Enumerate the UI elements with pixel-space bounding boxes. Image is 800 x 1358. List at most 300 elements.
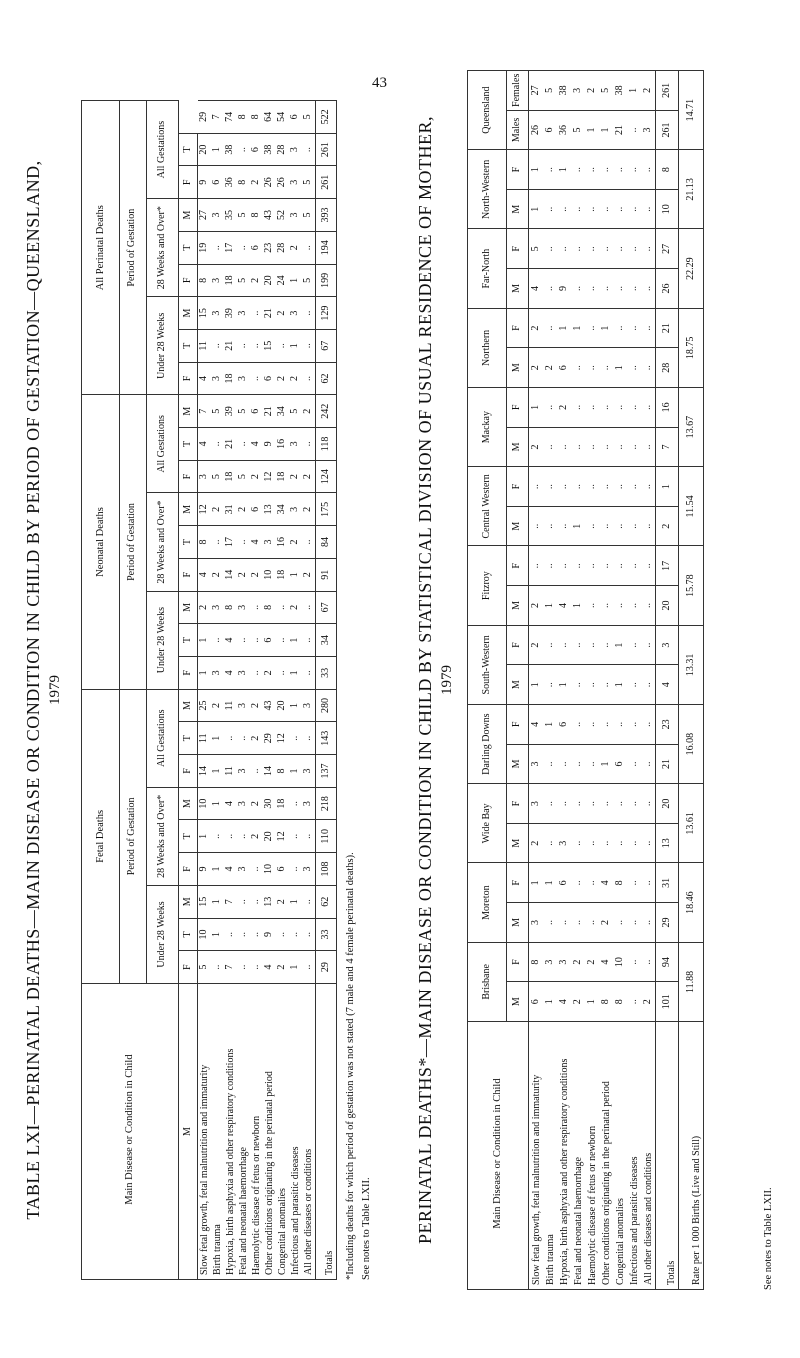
cell-value: ..: [571, 903, 585, 943]
cell-value: 1: [627, 71, 641, 111]
cell-value: 1: [289, 264, 302, 297]
cell-value: ..: [224, 722, 237, 755]
cell-value: ..: [627, 982, 641, 1022]
sex-heading: F: [506, 705, 528, 745]
cell-value: 36: [557, 110, 571, 150]
cell-value: 3: [237, 689, 250, 722]
condition-label: Fetal and neonatal haemorrhage: [237, 984, 250, 1280]
cell-value: 15: [198, 297, 212, 330]
cell-value: 15: [198, 885, 212, 918]
cell-value: 1: [599, 110, 613, 150]
cell-value: 18: [224, 264, 237, 297]
cell-value: 9: [198, 166, 212, 199]
cell-value: 28: [276, 231, 289, 264]
division-heading: South-Western: [468, 625, 507, 704]
cell-value: ..: [627, 625, 641, 665]
condition-label: Infectious and parasitic diseases: [289, 984, 302, 1280]
total-value: 33: [316, 656, 337, 689]
cell-value: 1: [613, 665, 627, 705]
total-value: 8: [656, 150, 679, 190]
cell-value: ..: [276, 656, 289, 689]
cell-value: 1: [198, 624, 212, 657]
table-row: [571, 71, 585, 1290]
cell-value: 1: [211, 722, 224, 755]
cell-value: 3: [529, 744, 544, 784]
cell-value: 2: [237, 493, 250, 526]
cell-value: 1: [289, 656, 302, 689]
total-value: 21: [656, 744, 679, 784]
cell-value: ..: [237, 329, 250, 362]
cell-value: 10: [198, 918, 212, 951]
cell-value: 18: [276, 460, 289, 493]
cell-value: ..: [641, 546, 656, 586]
cell-value: ..: [276, 918, 289, 951]
table-row: [250, 101, 263, 1280]
division-heading: Far-North: [468, 229, 507, 308]
cell-value: ..: [641, 942, 656, 982]
sex-heading: F: [179, 166, 198, 199]
cell-value: ..: [250, 591, 263, 624]
rate-value: 22.29: [679, 229, 704, 308]
cell-value: 12: [276, 820, 289, 853]
table-row: [237, 101, 250, 1280]
cell-value: ..: [627, 823, 641, 863]
table-row: [557, 71, 571, 1290]
cell-value: 38: [557, 71, 571, 111]
rate-value: 11.88: [679, 942, 704, 1021]
cell-value: 20: [263, 820, 276, 853]
cell-value: 2: [557, 388, 571, 428]
condition-label: Hypoxia, birth asphyxia and other respiratory conditions: [224, 984, 237, 1280]
cell-value: ..: [289, 820, 302, 853]
rate-value: 15.78: [679, 546, 704, 625]
cell-value: 3: [289, 297, 302, 330]
cell-value: 2: [289, 231, 302, 264]
sex-heading: M: [179, 493, 198, 526]
sex-heading: F: [179, 362, 198, 395]
cell-value: ..: [627, 863, 641, 903]
cell-value: ..: [302, 362, 316, 395]
cell-value: 4: [557, 982, 571, 1022]
total-value: 94: [656, 942, 679, 982]
cell-value: ..: [543, 269, 557, 309]
cell-value: 4: [557, 586, 571, 626]
total-value: 29: [656, 903, 679, 943]
cell-value: ..: [585, 189, 599, 229]
cell-value: ..: [641, 229, 656, 269]
cell-value: 21: [224, 329, 237, 362]
cell-value: 34: [276, 395, 289, 428]
cell-value: ..: [250, 624, 263, 657]
totals-row: [316, 101, 337, 1280]
cell-value: 1: [211, 755, 224, 788]
rate-value: 13.61: [679, 784, 704, 863]
cell-value: 2: [529, 823, 544, 863]
cell-value: 2: [250, 166, 263, 199]
cell-value: 4: [198, 362, 212, 395]
cell-value: 43: [263, 199, 276, 232]
condition-label: Slow fetal growth, fetal malnutrition and immaturity: [529, 1022, 544, 1290]
table-row: [641, 71, 656, 1290]
rate-value: 13.31: [679, 625, 704, 704]
condition-label: Other conditions originating in the perinatal period: [599, 1022, 613, 1290]
cell-value: ..: [224, 820, 237, 853]
condition-label: Slow fetal growth, fetal malnutrition and immaturity: [198, 984, 212, 1280]
table-lxii-panel: [405, 60, 783, 1300]
condition-label: Congenital anomalies: [276, 984, 289, 1280]
cell-value: 18: [276, 558, 289, 591]
cell-value: 3: [211, 297, 224, 330]
total-value: 29: [316, 951, 337, 984]
cell-value: ..: [641, 348, 656, 388]
cell-value: 1: [557, 150, 571, 190]
cell-value: 64: [263, 101, 276, 134]
cell-value: ..: [641, 189, 656, 229]
total-value: 4: [656, 665, 679, 705]
rate-value: 21.13: [679, 150, 704, 229]
cell-value: 21: [224, 428, 237, 461]
totals-label: Totals: [316, 984, 337, 1280]
cell-value: ..: [613, 269, 627, 309]
sex-heading: F: [506, 942, 528, 982]
cell-value: 1: [211, 853, 224, 886]
sex-heading: M: [179, 885, 198, 918]
total-value: 522: [316, 101, 337, 134]
condition-label: Hypoxia, birth asphyxia and other respiratory conditions: [557, 1022, 571, 1290]
cell-value: 6: [543, 110, 557, 150]
table-lxi-panel: [15, 90, 375, 1290]
cell-value: ..: [237, 820, 250, 853]
table-row: [529, 71, 544, 1290]
cell-value: ..: [627, 705, 641, 745]
cell-value: ..: [613, 150, 627, 190]
cell-value: ..: [571, 427, 585, 467]
sex-heading: T: [179, 428, 198, 461]
sex-heading: F: [506, 625, 528, 665]
cell-value: 2: [263, 656, 276, 689]
cell-value: 3: [641, 110, 656, 150]
cell-value: ..: [599, 348, 613, 388]
table-lxi-footnote: *Including deaths for which period of gestation was not stated (7 male and 4 female perinatal deaths).: [345, 852, 356, 1280]
cell-value: 43: [263, 689, 276, 722]
sex-heading: M: [179, 787, 198, 820]
cell-value: ..: [641, 150, 656, 190]
cell-value: ..: [641, 665, 656, 705]
total-value: 1: [656, 467, 679, 507]
cell-value: 1: [613, 348, 627, 388]
sex-heading: M: [506, 427, 528, 467]
cell-value: ..: [557, 784, 571, 824]
cell-value: 6: [263, 362, 276, 395]
cell-value: ..: [250, 297, 263, 330]
table-row: [627, 71, 641, 1290]
cell-value: ..: [627, 467, 641, 507]
condition-label: Fetal and neonatal haemorrhage: [571, 1022, 585, 1290]
cell-value: ..: [237, 133, 250, 166]
cell-value: ..: [641, 467, 656, 507]
cell-value: ..: [211, 951, 224, 984]
condition-label: Haemolytic disease of fetus or newborn: [250, 984, 263, 1280]
total-value: 2: [656, 506, 679, 546]
table-row: [198, 101, 212, 1280]
cell-value: 29: [263, 722, 276, 755]
table-lxii-title: PERINATAL DEATHS*—MAIN DISEASE OR CONDITION IN CHILD BY STATISTICAL DIVISION OF USUAL RESIDENCE OF MOTHER,: [415, 116, 435, 1244]
group-all-perinatal: All Perinatal Deaths: [82, 101, 120, 395]
cell-value: 3: [237, 297, 250, 330]
cell-value: 27: [198, 199, 212, 232]
sex-heading: F: [179, 951, 198, 984]
cell-value: 8: [529, 942, 544, 982]
cell-value: ..: [557, 229, 571, 269]
table-lxii-year: 1979: [439, 665, 455, 695]
cell-value: 19: [198, 231, 212, 264]
cell-value: 7: [198, 395, 212, 428]
cell-value: ..: [543, 665, 557, 705]
cell-value: ..: [289, 918, 302, 951]
cell-value: 2: [289, 526, 302, 559]
cell-value: ..: [543, 229, 557, 269]
division-heading: Moreton: [468, 863, 507, 942]
cell-value: 3: [237, 656, 250, 689]
total-value: 218: [316, 787, 337, 820]
sex-heading: M: [506, 744, 528, 784]
total-value: 10: [656, 189, 679, 229]
cell-value: 1: [198, 656, 212, 689]
cell-value: 2: [250, 558, 263, 591]
cell-value: 4: [198, 558, 212, 591]
cell-value: ..: [613, 467, 627, 507]
sex-heading: M: [506, 665, 528, 705]
cell-value: 8: [263, 591, 276, 624]
cell-value: ..: [302, 624, 316, 657]
cell-value: ..: [599, 665, 613, 705]
cell-value: 36: [224, 166, 237, 199]
cell-value: 5: [529, 229, 544, 269]
cell-value: ..: [237, 428, 250, 461]
sex-heading: Females: [506, 71, 528, 111]
cell-value: 1: [289, 624, 302, 657]
total-value: 62: [316, 362, 337, 395]
cell-value: ..: [543, 189, 557, 229]
total-value: 3: [656, 625, 679, 665]
total-value: 13: [656, 823, 679, 863]
cell-value: 8: [237, 166, 250, 199]
cell-value: ..: [237, 231, 250, 264]
cell-value: ..: [571, 625, 585, 665]
condition-label: Birth trauma: [543, 1022, 557, 1290]
cell-value: 1: [211, 885, 224, 918]
cell-value: ..: [571, 150, 585, 190]
sex-heading: F: [506, 229, 528, 269]
cell-value: 1: [289, 885, 302, 918]
cell-value: ..: [571, 744, 585, 784]
cell-value: ..: [302, 231, 316, 264]
cell-value: ..: [529, 546, 544, 586]
table-lxi-see-notes: See notes to Table LXII.: [361, 1177, 372, 1280]
cell-value: 7: [224, 885, 237, 918]
cell-value: ..: [641, 625, 656, 665]
cell-value: ..: [585, 744, 599, 784]
table-lxi: [81, 100, 337, 1280]
cell-value: ..: [571, 467, 585, 507]
cell-value: ..: [557, 744, 571, 784]
cell-value: 3: [237, 787, 250, 820]
cell-value: 15: [263, 329, 276, 362]
cell-value: 1: [585, 110, 599, 150]
cell-value: ..: [585, 823, 599, 863]
total-value: 7: [656, 427, 679, 467]
cell-value: 12: [276, 722, 289, 755]
cell-value: ..: [543, 427, 557, 467]
cell-value: ..: [585, 863, 599, 903]
cell-value: ..: [571, 229, 585, 269]
cell-value: 8: [237, 101, 250, 134]
cell-value: 1: [585, 982, 599, 1022]
total-value: 129: [316, 297, 337, 330]
condition-label: Congenital anomalies: [613, 1022, 627, 1290]
division-heading: Brisbane: [468, 942, 507, 1021]
cell-value: ..: [613, 823, 627, 863]
cell-value: 1: [529, 388, 544, 428]
cell-value: ..: [250, 656, 263, 689]
cell-value: ..: [627, 903, 641, 943]
table-row: [224, 101, 237, 1280]
total-value: 16: [656, 388, 679, 428]
cell-value: 3: [289, 133, 302, 166]
table-lxii-see-notes: See notes to Table LXII.: [763, 1187, 774, 1290]
cell-value: 3: [529, 784, 544, 824]
period-of-gestation-label: Period of Gestation: [119, 101, 146, 395]
sex-heading: M: [506, 269, 528, 309]
rate-value: 18.75: [679, 308, 704, 387]
cell-value: ..: [585, 506, 599, 546]
cell-value: 20: [198, 133, 212, 166]
sex-heading: M: [506, 189, 528, 229]
cell-value: 2: [250, 722, 263, 755]
cell-value: 1: [289, 755, 302, 788]
cell-value: ..: [571, 823, 585, 863]
condition-label: Haemolytic disease of fetus or newborn: [585, 1022, 599, 1290]
cell-value: ..: [557, 427, 571, 467]
cell-value: ..: [641, 586, 656, 626]
total-value: 261: [656, 110, 679, 150]
cell-value: 6: [250, 133, 263, 166]
cell-value: ..: [557, 625, 571, 665]
cell-value: 2: [571, 942, 585, 982]
cell-value: ..: [585, 705, 599, 745]
cell-value: 5: [543, 71, 557, 111]
cell-value: 29: [198, 101, 212, 134]
sex-heading: F: [506, 308, 528, 348]
cell-value: 6: [529, 982, 544, 1022]
cell-value: ..: [613, 546, 627, 586]
cell-value: 8: [276, 755, 289, 788]
cell-value: 1: [289, 329, 302, 362]
cell-value: 9: [263, 918, 276, 951]
total-value: 67: [316, 329, 337, 362]
sex-heading: M: [506, 903, 528, 943]
cell-value: ..: [302, 820, 316, 853]
division-heading: Central Western: [468, 467, 507, 546]
page-number: 43: [372, 75, 387, 91]
sex-heading: T: [179, 820, 198, 853]
cell-value: ..: [627, 348, 641, 388]
division-heading: Mackay: [468, 388, 507, 467]
cell-value: ..: [543, 744, 557, 784]
cell-value: 10: [613, 942, 627, 982]
cell-value: 11: [224, 689, 237, 722]
table-row: [263, 101, 276, 1280]
cell-value: ..: [641, 784, 656, 824]
total-value: 17: [656, 546, 679, 586]
cell-value: 3: [198, 460, 212, 493]
cell-value: ..: [529, 467, 544, 507]
cell-value: 26: [529, 110, 544, 150]
cell-value: 1: [289, 558, 302, 591]
cell-value: ..: [641, 308, 656, 348]
cell-value: ..: [276, 329, 289, 362]
sex-heading: T: [179, 918, 198, 951]
cell-value: 6: [613, 744, 627, 784]
cell-value: 2: [289, 591, 302, 624]
cell-value: 5: [211, 460, 224, 493]
row-header: Main Disease or Condition in Child: [82, 984, 179, 1280]
cell-value: ..: [211, 624, 224, 657]
period-heading: Under 28 Weeks: [146, 885, 178, 983]
cell-value: 16: [276, 428, 289, 461]
cell-value: ..: [627, 388, 641, 428]
cell-value: 1: [211, 133, 224, 166]
cell-value: ..: [211, 526, 224, 559]
cell-value: ..: [211, 820, 224, 853]
sex-heading: T: [179, 231, 198, 264]
cell-value: 5: [237, 460, 250, 493]
division-heading: Wide Bay: [468, 784, 507, 863]
cell-value: 5: [198, 951, 212, 984]
cell-value: 3: [557, 942, 571, 982]
totals-row: [656, 71, 679, 1290]
cell-value: 4: [250, 526, 263, 559]
sex-heading: F: [506, 863, 528, 903]
cell-value: 2: [302, 395, 316, 428]
cell-value: 5: [289, 395, 302, 428]
cell-value: 9: [263, 428, 276, 461]
cell-value: ..: [613, 586, 627, 626]
condition-label: All other diseases and conditions: [641, 1022, 656, 1290]
sex-heading: M: [506, 823, 528, 863]
sex-heading: M: [179, 199, 198, 232]
cell-value: ..: [641, 427, 656, 467]
cell-value: ..: [557, 903, 571, 943]
cell-value: 3: [263, 526, 276, 559]
table-lxi-title: TABLE LXI—PERINATAL DEATHS—MAIN DISEASE OR CONDITION IN CHILD BY PERIOD OF GESTATION—QUEENSLAND,: [23, 160, 43, 1220]
cell-value: ..: [571, 348, 585, 388]
sex-heading: T: [179, 329, 198, 362]
cell-value: 1: [198, 820, 212, 853]
total-value: 31: [656, 863, 679, 903]
cell-value: 9: [557, 269, 571, 309]
cell-value: ..: [543, 546, 557, 586]
cell-value: 8: [250, 101, 263, 134]
cell-value: ..: [543, 784, 557, 824]
table-lxi-year: 1979: [47, 675, 63, 705]
cell-value: ..: [276, 624, 289, 657]
period-heading: 28 Weeks and Over*: [146, 199, 178, 297]
cell-value: 21: [263, 297, 276, 330]
cell-value: 2: [237, 558, 250, 591]
cell-value: ..: [250, 329, 263, 362]
total-value: 199: [316, 264, 337, 297]
